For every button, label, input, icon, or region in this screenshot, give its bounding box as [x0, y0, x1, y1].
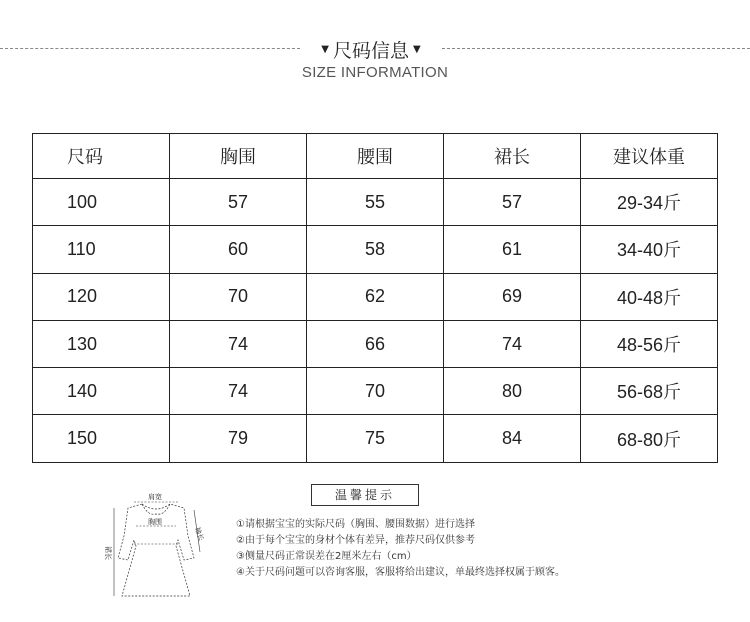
- page-title: [300, 36, 442, 63]
- diagram-label-length: 裙长: [104, 546, 112, 560]
- cell-waist: 58: [307, 226, 444, 273]
- list-item: ②由于每个宝宝的身材个体有差异，推荐尺码仅供参考: [236, 535, 475, 546]
- table-row: [33, 320, 718, 367]
- diagram-label-chest: 胸围: [148, 518, 162, 526]
- table-row: [33, 226, 718, 273]
- cell-chest: 70: [170, 273, 307, 320]
- cell-size: 120: [33, 273, 170, 320]
- cell-chest: 60: [170, 226, 307, 273]
- page-title-text: 尺码信息: [332, 40, 409, 62]
- table-row: [33, 179, 718, 226]
- cell-waist: 55: [307, 179, 444, 226]
- cell-length: 84: [444, 415, 581, 462]
- cell-length: 80: [444, 368, 581, 415]
- dress-measurement-diagram: [104, 488, 208, 606]
- cell-weight: 34-40斤: [581, 226, 718, 273]
- page-subtitle: SIZE INFORMATION: [301, 64, 449, 81]
- cell-size: 130: [33, 320, 170, 367]
- cell-chest: 74: [170, 368, 307, 415]
- cell-chest: 74: [170, 320, 307, 367]
- cell-length: 57: [444, 179, 581, 226]
- table-row: [33, 415, 718, 462]
- size-table: [32, 133, 718, 463]
- tips-title: 温馨提示: [311, 484, 419, 506]
- list-item: ③侧量尺码正常误差在2厘米左右（cm）: [236, 551, 417, 562]
- cell-size: 110: [33, 226, 170, 273]
- table-header-row: [33, 134, 718, 179]
- cell-chest: 79: [170, 415, 307, 462]
- header-cell-waist: 腰围: [307, 134, 444, 179]
- table-row: [33, 368, 718, 415]
- triangle-down-icon: ▼: [321, 44, 329, 55]
- diagram-label-shoulder: 肩宽: [148, 493, 162, 501]
- list-item: ④关于尺码问题可以咨询客服，客服将给出建议，单最终选择权属于顾客。: [236, 567, 565, 578]
- cell-size: 140: [33, 368, 170, 415]
- cell-weight: 56-68斤: [581, 368, 718, 415]
- header-cell-size: 尺码: [33, 134, 170, 179]
- dress-icon: [104, 488, 208, 606]
- cell-weight: 29-34斤: [581, 179, 718, 226]
- cell-size: 150: [33, 415, 170, 462]
- list-item: ①请根据宝宝的实际尺码（胸围、腰围数据）进行选择: [236, 519, 475, 530]
- header-cell-chest: 胸围: [170, 134, 307, 179]
- header-divider-right: [442, 48, 750, 49]
- header-cell-length: 裙长: [444, 134, 581, 179]
- triangle-down-icon: ▼: [413, 44, 421, 55]
- diagram-label-sleeve: 袖长: [193, 526, 206, 542]
- cell-waist: 70: [307, 368, 444, 415]
- cell-weight: 40-48斤: [581, 273, 718, 320]
- table-row: [33, 273, 718, 320]
- cell-length: 74: [444, 320, 581, 367]
- cell-size: 100: [33, 179, 170, 226]
- cell-weight: 48-56斤: [581, 320, 718, 367]
- cell-waist: 62: [307, 273, 444, 320]
- header-divider-left: [0, 48, 300, 49]
- cell-length: 69: [444, 273, 581, 320]
- cell-waist: 66: [307, 320, 444, 367]
- cell-waist: 75: [307, 415, 444, 462]
- tips-list: [236, 517, 565, 581]
- cell-length: 61: [444, 226, 581, 273]
- cell-weight: 68-80斤: [581, 415, 718, 462]
- header-cell-weight: 建议体重: [581, 134, 718, 179]
- cell-chest: 57: [170, 179, 307, 226]
